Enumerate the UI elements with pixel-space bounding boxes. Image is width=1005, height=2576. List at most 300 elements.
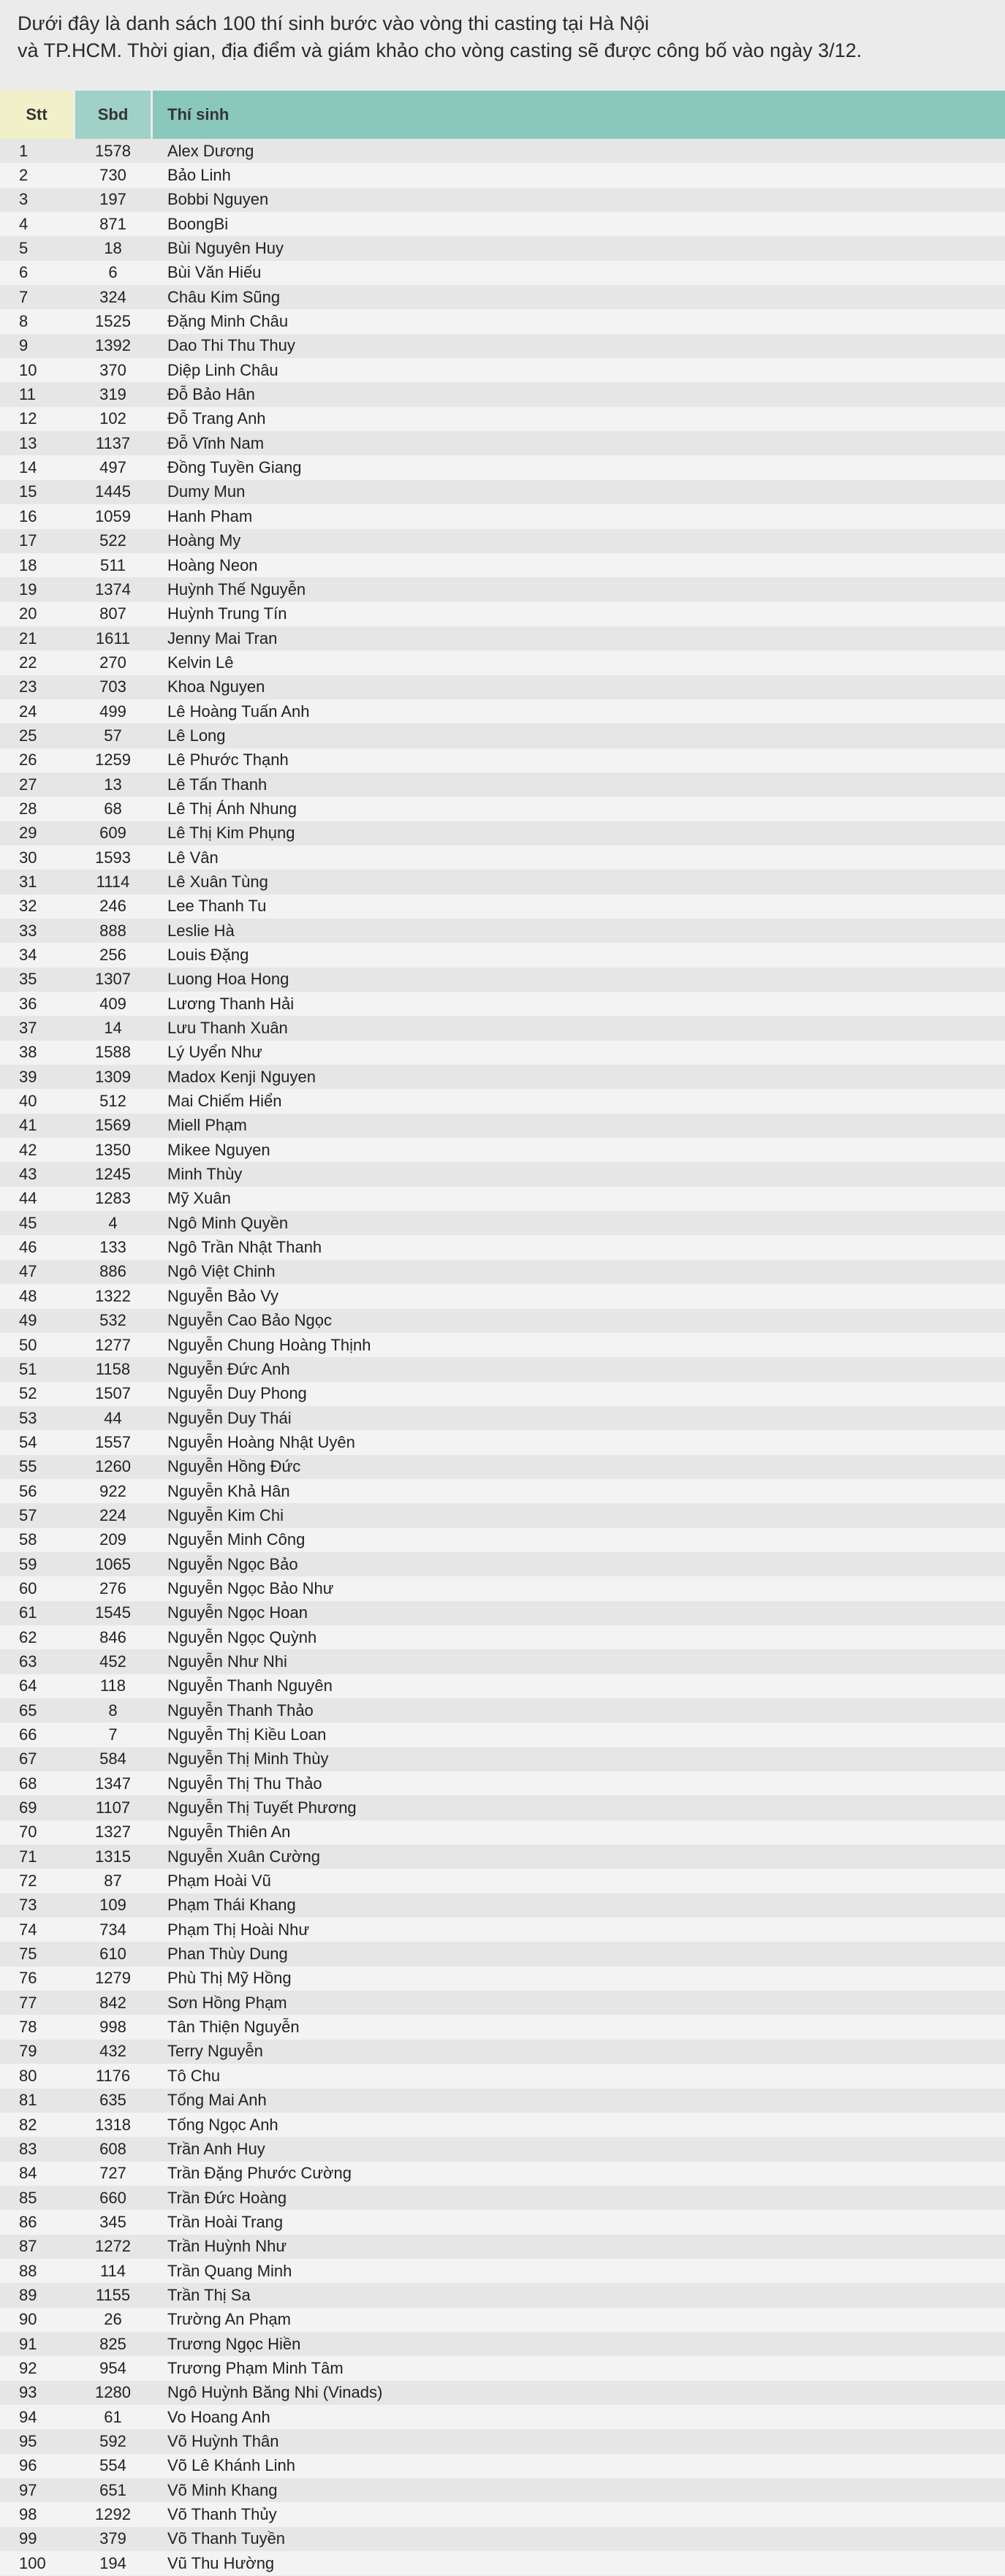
cell-sbd: 1545 [95, 1603, 131, 1622]
cell-sbd: 660 [99, 2188, 126, 2207]
table-header [0, 91, 1005, 139]
table-row [0, 1967, 1005, 1991]
cell-sbd: 842 [99, 1993, 126, 2012]
table-row [0, 992, 1005, 1016]
table-row [0, 1893, 1005, 1918]
cell-sbd: 497 [99, 458, 126, 477]
cell-sbd: 379 [99, 2529, 126, 2548]
cell-sbd: 1260 [95, 1457, 131, 1476]
cell-sbd: 1309 [95, 1067, 131, 1086]
cell-stt: 20 [19, 604, 37, 623]
cell-name: Lê Thị Ánh Nhung [167, 799, 297, 818]
table-row [0, 1625, 1005, 1649]
cell-name: Lê Phước Thạnh [167, 751, 289, 770]
cell-sbd: 1315 [95, 1847, 131, 1866]
cell-sbd: 807 [99, 604, 126, 623]
cell-stt: 42 [19, 1140, 37, 1159]
cell-stt: 100 [19, 2553, 46, 2572]
cell-sbd: 452 [99, 1652, 126, 1671]
cell-name: Phạm Thị Hoài Như [167, 1920, 310, 1939]
table-row [0, 2162, 1005, 2186]
cell-sbd: 703 [99, 677, 126, 696]
cell-sbd: 1279 [95, 1969, 131, 1988]
cell-stt: 32 [19, 897, 37, 916]
table-row [0, 723, 1005, 748]
cell-stt: 62 [19, 1627, 37, 1646]
cell-sbd: 1065 [95, 1554, 131, 1573]
cell-stt: 26 [19, 751, 37, 770]
cell-sbd: 886 [99, 1262, 126, 1281]
table-row [0, 1722, 1005, 1747]
cell-stt: 40 [19, 1092, 37, 1111]
cell-sbd: 998 [99, 2018, 126, 2037]
table-row [0, 626, 1005, 650]
cell-sbd: 14 [104, 1019, 122, 1038]
cell-stt: 18 [19, 555, 37, 574]
table-row [0, 894, 1005, 919]
cell-name: Nguyễn Chung Hoàng Thịnh [167, 1335, 371, 1354]
table-row [0, 1918, 1005, 1942]
cell-sbd: 7 [108, 1725, 118, 1744]
cell-name: Huỳnh Thế Nguyễn [167, 580, 306, 599]
cell-name: Đỗ Trang Anh [167, 409, 266, 428]
cell-sbd: 608 [99, 2139, 126, 2158]
table-row [0, 309, 1005, 333]
table-row [0, 1162, 1005, 1186]
table-row [0, 797, 1005, 821]
table-row [0, 1649, 1005, 1673]
cell-stt: 88 [19, 2261, 37, 2280]
cell-name: Lý Uyển Như [167, 1043, 262, 1062]
table-row [0, 1455, 1005, 1479]
cell-sbd: 499 [99, 702, 126, 721]
cell-name: Võ Minh Khang [167, 2480, 278, 2499]
table-row [0, 2308, 1005, 2332]
cell-name: Trần Đặng Phước Cường [167, 2164, 352, 2183]
cell-name: Vũ Thu Hường [167, 2553, 275, 2572]
cell-name: Lê Hoàng Tuấn Anh [167, 702, 310, 721]
cell-sbd: 1280 [95, 2383, 131, 2402]
cell-name: Hanh Pham [167, 506, 253, 525]
cell-sbd: 825 [99, 2334, 126, 2353]
cell-name: Nguyễn Hồng Đức [167, 1457, 301, 1476]
table-row [0, 772, 1005, 797]
cell-stt: 29 [19, 824, 37, 843]
table-row [0, 2551, 1005, 2575]
table-row [0, 2040, 1005, 2064]
table-row [0, 1041, 1005, 1065]
cell-name: Phan Thùy Dung [167, 1945, 288, 1964]
cell-name: Miell Phạm [167, 1116, 247, 1135]
table-row [0, 1991, 1005, 2015]
cell-name: Alex Dương [167, 141, 254, 160]
table-row [0, 943, 1005, 967]
cell-sbd: 1350 [95, 1140, 131, 1159]
table-row [0, 2137, 1005, 2161]
cell-name: Tống Mai Anh [167, 2091, 267, 2110]
cell-stt: 50 [19, 1335, 37, 1354]
cell-name: Nguyễn Kim Chi [167, 1505, 284, 1524]
cell-stt: 85 [19, 2188, 37, 2207]
cell-name: Kelvin Lê [167, 653, 234, 672]
cell-sbd: 114 [99, 2261, 126, 2280]
cell-sbd: 1525 [95, 312, 131, 331]
cell-name: Leslie Hà [167, 921, 235, 940]
cell-sbd: 194 [99, 2553, 126, 2572]
table-row [0, 358, 1005, 382]
cell-sbd: 1374 [95, 580, 131, 599]
table-row [0, 1406, 1005, 1430]
cell-stt: 82 [19, 2115, 37, 2134]
cell-stt: 5 [19, 239, 29, 258]
intro-line-2: và TP.HCM. Thời gian, địa điểm và giám khảo cho vòng casting sẽ được công bố vào ngày 3/12. [18, 39, 862, 61]
cell-name: Võ Lê Khánh Linh [167, 2456, 295, 2475]
table-row [0, 2332, 1005, 2356]
cell-sbd: 651 [99, 2480, 126, 2499]
cell-stt: 39 [19, 1067, 37, 1086]
table-row [0, 1747, 1005, 1771]
cell-stt: 49 [19, 1311, 37, 1330]
table-row [0, 2429, 1005, 2453]
cell-sbd: 1155 [95, 2285, 131, 2304]
cell-stt: 9 [19, 336, 29, 355]
table-row [0, 407, 1005, 431]
cell-sbd: 512 [99, 1092, 126, 1111]
table-row [0, 1479, 1005, 1503]
cell-name: Mikee Nguyen [167, 1140, 270, 1159]
cell-name: Nguyễn Ngọc Quỳnh [167, 1627, 317, 1646]
cell-sbd: 511 [99, 555, 126, 574]
table-row [0, 1065, 1005, 1089]
cell-name: Trương Ngọc Hiền [167, 2334, 301, 2353]
cell-name: Nguyễn Xuân Cường [167, 1847, 320, 1866]
cell-name: Đỗ Vĩnh Nam [167, 433, 265, 452]
cell-sbd: 1347 [95, 1774, 131, 1793]
cell-name: Diệp Linh Châu [167, 360, 278, 379]
cell-stt: 47 [19, 1262, 37, 1281]
cell-name: Sơn Hồng Phạm [167, 1993, 287, 2012]
cell-stt: 13 [19, 433, 37, 452]
cell-name: Lê Tấn Thanh [167, 775, 268, 794]
table-row [0, 2259, 1005, 2283]
cell-name: Châu Kim Sũng [167, 287, 281, 306]
cell-stt: 4 [19, 214, 29, 233]
cell-name: Trần Đức Hoàng [167, 2188, 287, 2207]
cell-name: Mỹ Xuân [167, 1189, 231, 1208]
cell-name: Phù Thị Mỹ Hồng [167, 1969, 292, 1988]
cell-name: BoongBi [167, 214, 229, 233]
table-row [0, 968, 1005, 992]
cell-stt: 19 [19, 580, 37, 599]
table-row [0, 2454, 1005, 2478]
cell-sbd: 1259 [95, 751, 131, 770]
cell-stt: 48 [19, 1286, 37, 1305]
cell-name: Trần Huỳnh Như [167, 2237, 287, 2256]
cell-sbd: 270 [99, 653, 126, 672]
cell-name: Đồng Tuyền Giang [167, 458, 302, 477]
cell-sbd: 1611 [95, 628, 131, 647]
cell-name: Trường An Phạm [167, 2310, 291, 2329]
cell-stt: 90 [19, 2310, 37, 2329]
cell-sbd: 256 [99, 946, 126, 965]
header-sbd: Sbd [75, 91, 151, 139]
cell-name: Nguyễn Duy Phong [167, 1384, 307, 1403]
cell-stt: 52 [19, 1384, 37, 1403]
table-row [0, 236, 1005, 260]
cell-stt: 77 [19, 1993, 37, 2012]
cell-name: Terry Nguyễn [167, 2042, 263, 2061]
cell-sbd: 922 [99, 1481, 126, 1500]
table-row [0, 1430, 1005, 1454]
table-row [0, 1552, 1005, 1576]
cell-name: Nguyễn Đức Anh [167, 1359, 290, 1378]
cell-name: Vo Hoang Anh [167, 2407, 270, 2426]
cell-name: Ngô Huỳnh Băng Nhi (Vinads) [167, 2383, 383, 2402]
table-row [0, 1576, 1005, 1600]
cell-sbd: 68 [104, 799, 122, 818]
table-row [0, 2283, 1005, 2307]
cell-stt: 44 [19, 1189, 37, 1208]
cell-stt: 92 [19, 2358, 37, 2377]
cell-stt: 3 [19, 190, 29, 209]
cell-name: Trần Hoài Trang [167, 2212, 284, 2231]
cell-stt: 38 [19, 1043, 37, 1062]
cell-stt: 67 [19, 1749, 37, 1768]
cell-stt: 53 [19, 1408, 37, 1427]
cell-stt: 21 [19, 628, 37, 647]
table-row [0, 1089, 1005, 1113]
cell-sbd: 871 [99, 214, 126, 233]
cell-sbd: 635 [99, 2091, 126, 2110]
cell-stt: 41 [19, 1116, 37, 1135]
table-row [0, 1796, 1005, 1820]
cell-sbd: 432 [99, 2042, 126, 2061]
table-row [0, 1235, 1005, 1259]
cell-stt: 80 [19, 2066, 37, 2085]
cell-sbd: 276 [99, 1578, 126, 1597]
cell-name: Hoàng Neon [167, 555, 258, 574]
cell-sbd: 730 [99, 166, 126, 185]
table-row [0, 2015, 1005, 2039]
cell-stt: 36 [19, 994, 37, 1013]
table-row [0, 1284, 1005, 1308]
cell-stt: 96 [19, 2456, 37, 2475]
table-row [0, 1528, 1005, 1552]
table-row [0, 1771, 1005, 1796]
cell-sbd: 1176 [95, 2066, 131, 2085]
table-row [0, 382, 1005, 406]
table-row [0, 188, 1005, 212]
table-row [0, 431, 1005, 455]
cell-name: Dao Thi Thu Thuy [167, 336, 295, 355]
table-row [0, 1869, 1005, 1893]
cell-stt: 99 [19, 2529, 37, 2548]
cell-sbd: 1507 [95, 1384, 131, 1403]
cell-sbd: 319 [99, 385, 126, 404]
cell-stt: 72 [19, 1872, 37, 1891]
cell-stt: 16 [19, 506, 37, 525]
cell-name: Nguyễn Cao Bảo Ngọc [167, 1311, 333, 1330]
cell-stt: 56 [19, 1481, 37, 1500]
cell-name: Bùi Văn Hiếu [167, 263, 262, 282]
cell-name: Trần Anh Huy [167, 2139, 265, 2158]
cell-stt: 24 [19, 702, 37, 721]
cell-stt: 12 [19, 409, 37, 428]
cell-name: Ngô Trần Nhật Thanh [167, 1238, 322, 1257]
cell-stt: 55 [19, 1457, 37, 1476]
cell-stt: 61 [19, 1603, 37, 1622]
cell-stt: 17 [19, 531, 37, 550]
cell-name: Minh Thùy [167, 1165, 243, 1184]
cell-sbd: 8 [108, 1701, 118, 1720]
cell-sbd: 610 [99, 1945, 126, 1964]
cell-stt: 78 [19, 2018, 37, 2037]
cell-name: Nguyễn Thị Kiều Loan [167, 1725, 327, 1744]
cell-name: Trần Thị Sa [167, 2285, 251, 2304]
cell-sbd: 87 [104, 1872, 122, 1891]
cell-sbd: 1557 [95, 1432, 131, 1451]
cell-stt: 51 [19, 1359, 37, 1378]
table-body [0, 139, 1005, 2575]
cell-sbd: 246 [99, 897, 126, 916]
table-row [0, 1211, 1005, 1235]
cell-stt: 86 [19, 2212, 37, 2231]
cell-name: Nguyễn Thị Tuyết Phương [167, 1798, 357, 1817]
cell-sbd: 1578 [95, 141, 131, 160]
cell-sbd: 584 [99, 1749, 126, 1768]
cell-sbd: 197 [99, 190, 126, 209]
cell-name: Luong Hoa Hong [167, 970, 289, 989]
cell-stt: 7 [19, 287, 29, 306]
cell-stt: 66 [19, 1725, 37, 1744]
cell-name: Nguyễn Hoàng Nhật Uyên [167, 1432, 355, 1451]
cell-sbd: 592 [99, 2431, 126, 2450]
cell-stt: 93 [19, 2383, 37, 2402]
table-row [0, 1016, 1005, 1040]
cell-stt: 84 [19, 2164, 37, 2183]
table-row [0, 1698, 1005, 1722]
cell-name: Nguyễn Như Nhi [167, 1652, 287, 1671]
cell-stt: 98 [19, 2505, 37, 2524]
cell-sbd: 26 [104, 2310, 122, 2329]
cell-stt: 43 [19, 1165, 37, 1184]
cell-stt: 34 [19, 946, 37, 965]
cell-sbd: 727 [99, 2164, 126, 2183]
cell-sbd: 532 [99, 1311, 126, 1330]
table-row [0, 2064, 1005, 2088]
table-row [0, 2356, 1005, 2380]
table-row [0, 1942, 1005, 1966]
table-row [0, 2381, 1005, 2405]
cell-name: Khoa Nguyen [167, 677, 265, 696]
cell-stt: 68 [19, 1774, 37, 1793]
cell-sbd: 61 [104, 2407, 122, 2426]
cell-stt: 73 [19, 1896, 37, 1915]
cell-stt: 28 [19, 799, 37, 818]
cell-stt: 63 [19, 1652, 37, 1671]
cell-stt: 1 [19, 141, 29, 160]
table-row [0, 919, 1005, 943]
cell-stt: 81 [19, 2091, 37, 2110]
cell-name: Hoàng My [167, 531, 241, 550]
cell-sbd: 1593 [95, 848, 131, 867]
cell-stt: 57 [19, 1505, 37, 1524]
cell-stt: 8 [19, 312, 29, 331]
cell-stt: 6 [19, 263, 29, 282]
table-row [0, 748, 1005, 772]
cell-sbd: 57 [104, 726, 122, 745]
cell-sbd: 324 [99, 287, 126, 306]
table-row [0, 602, 1005, 626]
cell-name: Đỗ Bảo Hân [167, 385, 255, 404]
cell-stt: 89 [19, 2285, 37, 2304]
cell-name: Mai Chiếm Hiển [167, 1092, 282, 1111]
cell-sbd: 1318 [95, 2115, 131, 2134]
cell-name: Nguyễn Thanh Thảo [167, 1701, 314, 1720]
table-row [0, 285, 1005, 309]
cell-stt: 30 [19, 848, 37, 867]
cell-sbd: 1307 [95, 970, 131, 989]
cell-stt: 91 [19, 2334, 37, 2353]
cell-name: Võ Huỳnh Thân [167, 2431, 279, 2450]
cell-stt: 15 [19, 482, 37, 501]
cell-sbd: 1283 [95, 1189, 131, 1208]
cell-name: Lê Vân [167, 848, 219, 867]
table-row [0, 212, 1005, 236]
cell-name: Đặng Minh Châu [167, 312, 289, 331]
cell-name: Trương Phạm Minh Tâm [167, 2358, 344, 2377]
cell-sbd: 370 [99, 360, 126, 379]
table-row [0, 846, 1005, 870]
table-row [0, 1138, 1005, 1162]
cell-sbd: 1277 [95, 1335, 131, 1354]
cell-stt: 54 [19, 1432, 37, 1451]
cell-name: Tân Thiện Nguyễn [167, 2018, 300, 2037]
cell-stt: 45 [19, 1213, 37, 1232]
cell-name: Lưu Thanh Xuân [167, 1019, 288, 1038]
cell-stt: 10 [19, 360, 37, 379]
table-row [0, 650, 1005, 675]
table-row [0, 2405, 1005, 2429]
cell-sbd: 1445 [95, 482, 131, 501]
cell-sbd: 409 [99, 994, 126, 1013]
table-row [0, 2527, 1005, 2551]
cell-stt: 75 [19, 1945, 37, 1964]
cell-stt: 25 [19, 726, 37, 745]
table-row [0, 529, 1005, 553]
cell-sbd: 1137 [95, 433, 131, 452]
table-row [0, 2089, 1005, 2113]
cell-name: Huỳnh Trung Tín [167, 604, 287, 623]
cell-name: Jenny Mai Tran [167, 628, 278, 647]
cell-stt: 65 [19, 1701, 37, 1720]
cell-name: Nguyễn Ngọc Bảo Như [167, 1578, 334, 1597]
table-row [0, 2210, 1005, 2234]
table-row [0, 1844, 1005, 1869]
table-row [0, 504, 1005, 528]
cell-name: Tô Chu [167, 2066, 221, 2085]
cell-stt: 58 [19, 1530, 37, 1549]
cell-name: Võ Thanh Thủy [167, 2505, 277, 2524]
cell-sbd: 1059 [95, 506, 131, 525]
cell-sbd: 133 [99, 1238, 126, 1257]
cell-stt: 94 [19, 2407, 37, 2426]
cell-sbd: 102 [99, 409, 126, 428]
table-row [0, 1357, 1005, 1381]
cell-stt: 79 [19, 2042, 37, 2061]
cell-sbd: 109 [99, 1896, 126, 1915]
cell-sbd: 44 [104, 1408, 122, 1427]
